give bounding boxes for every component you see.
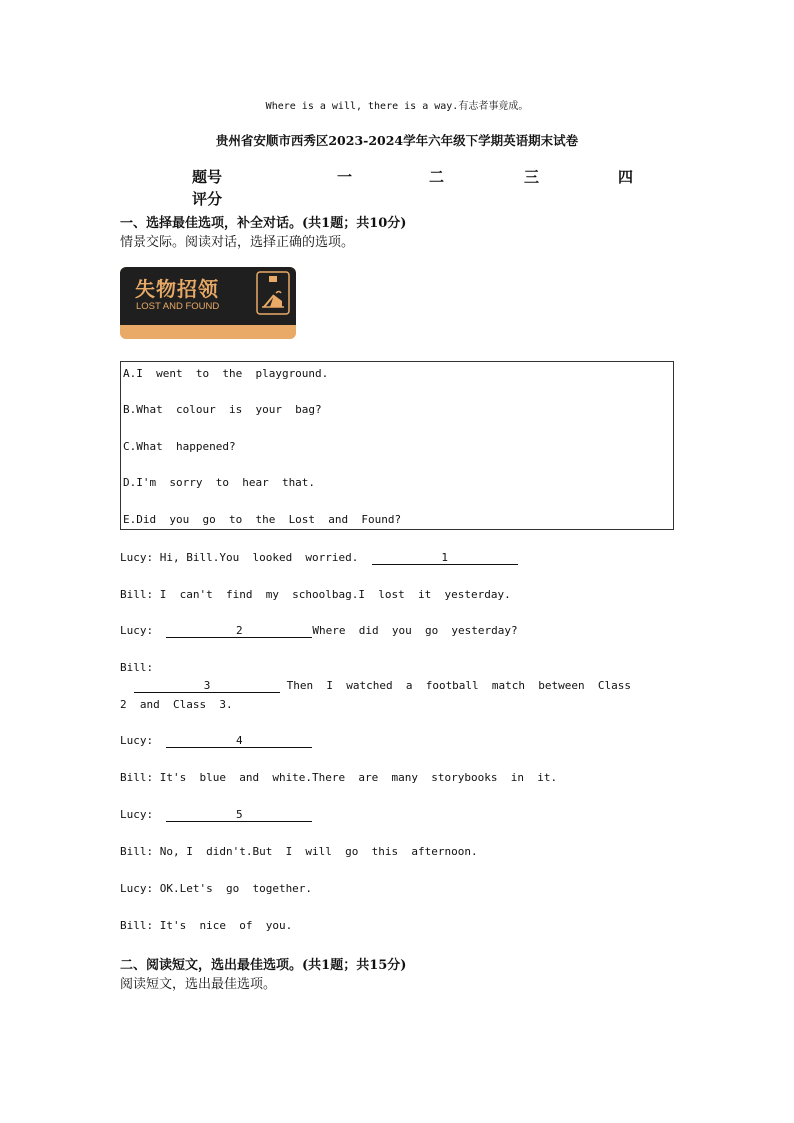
- dialogue-line-7: Lucy: 5: [120, 808, 312, 822]
- section1-heading: 一、选择最佳选项，补全对话。(共1题；共10分): [120, 216, 407, 231]
- sign-chinese-text: 失物招领: [135, 277, 219, 301]
- header-motto: Where is a will, there is a way.有志者事竟成。: [265, 101, 529, 112]
- dialogue-line-4: Bill:: [120, 661, 154, 674]
- score-row-score: [192, 188, 652, 210]
- dialogue-line-8: Bill: No, I didn't.But I will go this afternoon.: [120, 845, 478, 858]
- lost-and-found-icon: [256, 271, 290, 315]
- option-c: C.What happened?: [123, 440, 236, 453]
- lost-and-found-sign: [120, 267, 296, 339]
- option-b: B.What colour is your bag?: [123, 403, 322, 416]
- score-row-number: [192, 166, 652, 188]
- score-label: 评分: [192, 190, 223, 208]
- option-e: E.Did you go to the Lost and Found?: [123, 513, 402, 526]
- option-a: A.I went to the playground.: [123, 367, 329, 380]
- dialogue-line-6: Bill: It's blue and white.There are many storybooks in it.: [120, 771, 558, 784]
- score-table: [192, 166, 652, 210]
- score-col-2: 二: [429, 168, 445, 186]
- score-col-1: 一: [337, 168, 353, 186]
- section2-heading: 二、阅读短文，选出最佳选项。(共1题；共15分): [120, 958, 407, 973]
- score-col-3: 三: [524, 168, 540, 186]
- answer-blank-3[interactable]: 3: [134, 679, 280, 693]
- options-box: [120, 361, 674, 530]
- answer-blank-5[interactable]: 5: [166, 808, 312, 822]
- option-d: D.I'm sorry to hear that.: [123, 476, 316, 489]
- score-header-label: 题号: [192, 168, 223, 186]
- section2-instruction: 阅读短文，选出最佳选项。: [120, 977, 277, 992]
- section1-instruction: 情景交际。阅读对话，选择正确的选项。: [120, 235, 355, 250]
- dialogue-line-3: Lucy: 2 Where did you go yesterday?: [120, 624, 518, 637]
- score-col-4: 四: [618, 168, 634, 186]
- answer-blank-4[interactable]: 4: [166, 734, 312, 748]
- sign-english-text: LOST AND FOUND: [136, 301, 220, 312]
- dialogue-line-10: Bill: It's nice of you.: [120, 919, 293, 932]
- answer-blank-1[interactable]: 1: [372, 551, 518, 565]
- dialogue-line-4c: 2 and Class 3.: [120, 698, 233, 711]
- dialogue-line-4b: 3 Then I watched a football match between Class: [134, 679, 631, 693]
- dialogue-line-2: Bill: I can't find my schoolbag.I lost it yesterday.: [120, 588, 511, 601]
- dialogue-line-5: Lucy: 4: [120, 734, 312, 748]
- exam-title: 贵州省安顺市西秀区2023-2024学年六年级下学期英语期末试卷: [215, 133, 579, 148]
- dialogue-line-9: Lucy: OK.Let's go together.: [120, 882, 313, 895]
- answer-blank-2[interactable]: 2: [166, 624, 312, 638]
- dialogue-line-1: Lucy: Hi, Bill.You looked worried. 1: [120, 551, 518, 565]
